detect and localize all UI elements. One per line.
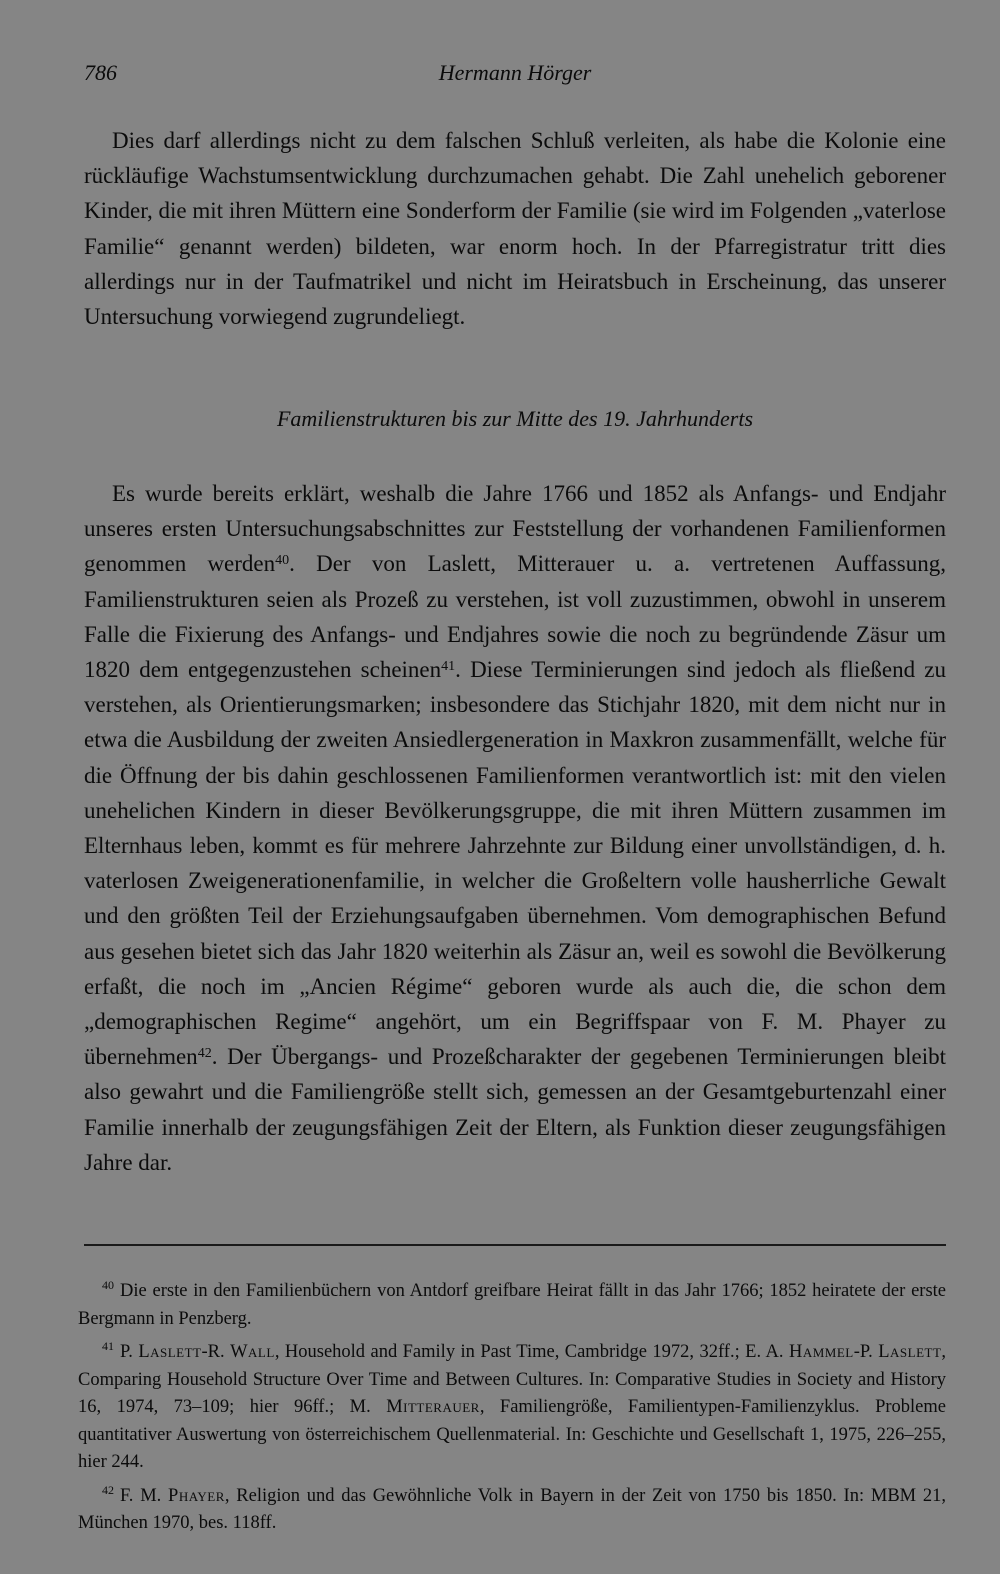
author-name: Mitterauer [386, 1397, 480, 1417]
paragraph-2-part-1: Es wurde bereits erklärt, weshalb die Jahre 1766 und 1852 als Anfangs- und Endjahr unseres ersten Untersuchungsabschnittes zur Feststellung der vorhandenen Familienformen genommen werden [84, 481, 946, 577]
paragraph-1: Dies darf allerdings nicht zu dem falschen Schluß verleiten, als habe die Kolonie eine rückläufige Wachstumsentwicklung durchzumachen gehabt. Die Zahl unehelich geborener Kinder, die mit ihren Müttern eine Sonderform der Familie (sie wird im Folgenden „vaterlose Familie“ genannt werden) bildeten, war enorm hoch. In der Pfarregistratur tritt dies allerdings nur in der Taufmatrikel und nicht im Heiratsbuch in Erscheinung, das unserer Untersuchung vorwiegend zugrundeliegt. [84, 128, 946, 330]
footnote-text: Die erste in den Familienbüchern von Antdorf greifbare Heirat fällt in das Jahr 1766; 1852 heiratete der erste Bergmann in Penzberg. [78, 1281, 946, 1329]
author-name: Laslett [138, 1342, 202, 1362]
footnote-number: 41 [102, 1339, 114, 1353]
footnote-number: 42 [102, 1482, 114, 1497]
footnote-text: , Familiengröße, Familientypen-Familienzyklus. Probleme quantitativer Auswertung von österreichischem Quellenmaterial. In: Geschichte und Gesellschaft 1, 1975, 226–255, hier 244. [78, 1397, 946, 1472]
footnote-ref-41: 41 [441, 659, 456, 675]
paragraph-2-part-3: . Diese Terminierungen sind jedoch als fließend zu verstehen, als Orientierungsmarken; insbesondere das Stichjahr 1820, mit dem nicht nur in etwa die Ausbildung der zweiten Ansiedlergeneration in Maxkron zusammenfällt, welche für die Öffnung der bis dahin geschlossenen Familienformen verantwortlich ist: mit den vielen unehelichen Kindern in dieser Bevölkerungsgruppe, die mit ihren Müttern zusammen im Elternhaus leben, kommt es für mehrere Jahrzehnte zur Bildung einer unvollständigen, d. h. vaterlosen Zweigenerationenfamilie, in welcher die Großeltern volle hausherrliche Gewalt und den größten Teil der Erziehungsaufgaben übernehmen. Vom demographischen Befund aus gesehen bietet sich das Jahr 1820 weiterhin als Zäsur an, weil es sowohl die Bevölkerung erfaßt, die noch im „Ancien Régime“ geboren wurde als auch die, die schon dem „demographischen Regime“ angehört, um ein Begriffspaar von F. M. Phayer zu übernehmen [84, 657, 946, 1070]
paragraph-2 [84, 476, 946, 1180]
paragraph-2-part-4: . Der Übergangs- und Prozeßcharakter der gegebenen Terminierungen bleibt also gewahrt und die Familiengröße stellt sich, gemessen an der Gesamtgeburtenzahl einer Familie innerhalb der zeugungsfähigen Zeit der Eltern, als Funktion dieser zeugungsfähigen Jahre dar. [84, 1044, 946, 1175]
footnote-text: P. [120, 1342, 139, 1362]
footnote-text: , Household and Family in Past Time, Cambridge 1972, 32ff.; E. A. [274, 1342, 789, 1362]
footnote-text: F. M. [120, 1485, 169, 1506]
footnote-text: , Religion und das Gewöhnliche Volk in Bayern in der Zeit von 1750 bis 1850. In: MBM 21, München 1970, bes. 118ff. [78, 1485, 946, 1533]
running-head [84, 60, 946, 90]
footnote-ref-42: 42 [197, 1046, 212, 1062]
footnote-number: 40 [102, 1278, 114, 1292]
footnote-text: -P. [853, 1342, 879, 1362]
footnote-ref-40: 40 [275, 553, 290, 569]
page-number: 786 [84, 60, 117, 85]
footnote-divider [84, 1244, 946, 1246]
footnote-41 [78, 1333, 946, 1477]
author-name: Phayer [168, 1485, 225, 1506]
author-name: Laslett [878, 1342, 942, 1362]
footnote-text: , Comparing Household Structure Over Time and Between Cultures. In: Comparative Studies in Society and History 16, 1974, 73–109; hier 96ff.; M. [78, 1342, 947, 1417]
footnote-40 [78, 1272, 946, 1333]
author-name: Hammel [788, 1342, 854, 1362]
footnotes [78, 1272, 946, 1538]
author-name: Wall [230, 1342, 275, 1362]
paragraph-2-part-2: . Der von Laslett, Mitterauer u. a. vertretenen Auffassung, Familienstrukturen seien als Prozeß zu verstehen, ist voll zuzustimmen, obwohl in unserem Falle die Fixierung des Anfangs- und Endjahres sowie die noch zu begründende Zäsur um 1820 dem entgegenzustehen scheinen [84, 551, 947, 683]
header-author: Hermann Hörger [438, 60, 592, 85]
footnote-42 [78, 1477, 946, 1538]
footnote-text: -R. [201, 1342, 231, 1362]
section-heading: Familienstrukturen bis zur Mitte des 19. Jahrhunderts [276, 406, 754, 431]
